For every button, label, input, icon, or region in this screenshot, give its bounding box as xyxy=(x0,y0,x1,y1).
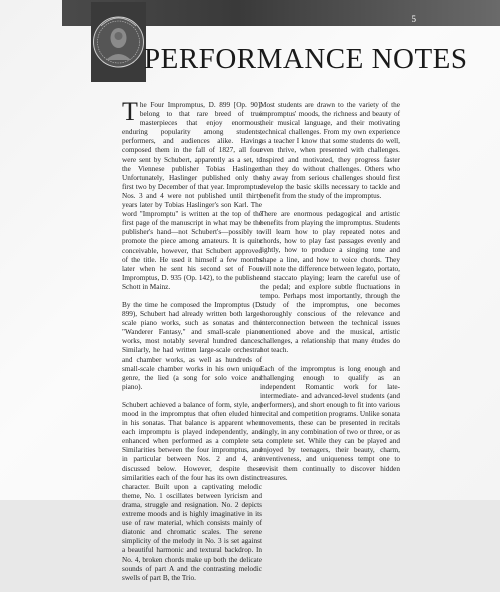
schubert-seal-icon xyxy=(91,2,146,82)
paragraph: Most students are drawn to the variety of the impromptus' moods, the richness and beauty of their musical language, and their motivating technical challenges. From my own experience as a teacher I know that some students do well, even thrive, when presented with challenges. Inspired and motivated, they progress faster than they do without challenges. Others who shy away from serious challenges should first develop the basic skills necessary to tackle and benefit from the study of the impromptus. xyxy=(260,101,400,200)
page-title: PERFORMANCE NOTES xyxy=(144,43,468,75)
drop-cap: T xyxy=(122,97,138,126)
text-column-right xyxy=(260,101,400,492)
paragraph: Each of the impromptus is long enough and challenging enough to qualify as an independent Romantic work for late-intermediate- and advanced-level students (and performers), and short enough to fit into various recital and competition programs. Unlike sonata movements, these can be presented in recitals singly, in any combination of two or three, or as a complete set. While they can be played and enjoyed by teenagers, their beauty, charm, inventiveness, and uniqueness tempt one to revisit them continually to discover hidden treasures. xyxy=(260,364,400,482)
paragraph: There are enormous pedagogical and artistic benefits from playing the impromptus. Students will learn how to play repeated notes and chords, how to play fast passages evenly and lightly, how to produce a singing tone and shape a line, and how to voice chords. They will note the difference between legato, portato, and staccato playing; learn the careful use of the pedal; and explore subtle fluctuations in tempo. Perhaps most importantly, through the study of the impromptus, one becomes thoroughly conscious of the relevance and interconnection between the technical issues mentioned above and the musical, artistic challenges, a relationship that many études do not teach. xyxy=(260,210,400,355)
text-column-left xyxy=(122,97,262,592)
paragraph: Schubert achieved a balance of form, style, and mood in the impromptus that often eluded him in his sonatas. That balance is apparent when each impromptu is played independently, and enhanced when performed as a complete set. Similarities between the four impromptus, and in particular between Nos. 2 and 4, are discussed below. However, despite these similarities each of the four has its own distinct character. Built upon a captivating melodic theme, No. 1 oscillates between lyricism and drama, struggle and resignation. No. 2 depicts extreme moods and is highly imaginative in its use of raw material, which consists mainly of diatonic and chromatic scales. The serene simplicity of the melody in No. 3 is set against a beautiful harmonic and textural backdrop. In No. 4, broken chords make up both the delicate sounds of part A and the contrasting melodic swells of part B, the Trio. xyxy=(122,400,262,582)
paragraph xyxy=(122,97,262,292)
paragraph-text: he Four Impromptus, D. 899 [Op. 90], belong to that rare breed of true masterpieces that enjoy enormous, enduring popularity among students, performers, and audiences alike. Having composed them in the fall of 1827, all four were sent by Schubert, apparently as a set, to the Viennese publisher Tobias Haslinger. Unfortunately, Haslinger published only the first two by December of that year. Impromptus Nos. 3 and 4 were not published until thirty years later by Tobias Haslinger's son Karl. The word "Impromptu" is written at the top of the first page of the manuscript in what may be the publisher's hand—not Schubert's—possibly to promote the piece among amateurs. It is quite conceivable, however, that Schubert approved of the title. He used it himself a few months later when he sent his second set of Four Impromptus, D. 935 (Op. 142), to the publisher Schott in Mainz. xyxy=(122,101,262,291)
paragraph: By the time he composed the Impromptus (D. 899), Schubert had already written both large-scale piano works, such as sonatas and the "Wanderer Fantasy," and small-scale piano works, most notably several hundred dances. Similarly, he had written large-scale orchestral and chamber works, as well as hundreds of small-scale chamber works in his own unique genre, the lied (a song for solo voice and piano). xyxy=(122,300,262,391)
page-number: 5 xyxy=(411,14,416,24)
